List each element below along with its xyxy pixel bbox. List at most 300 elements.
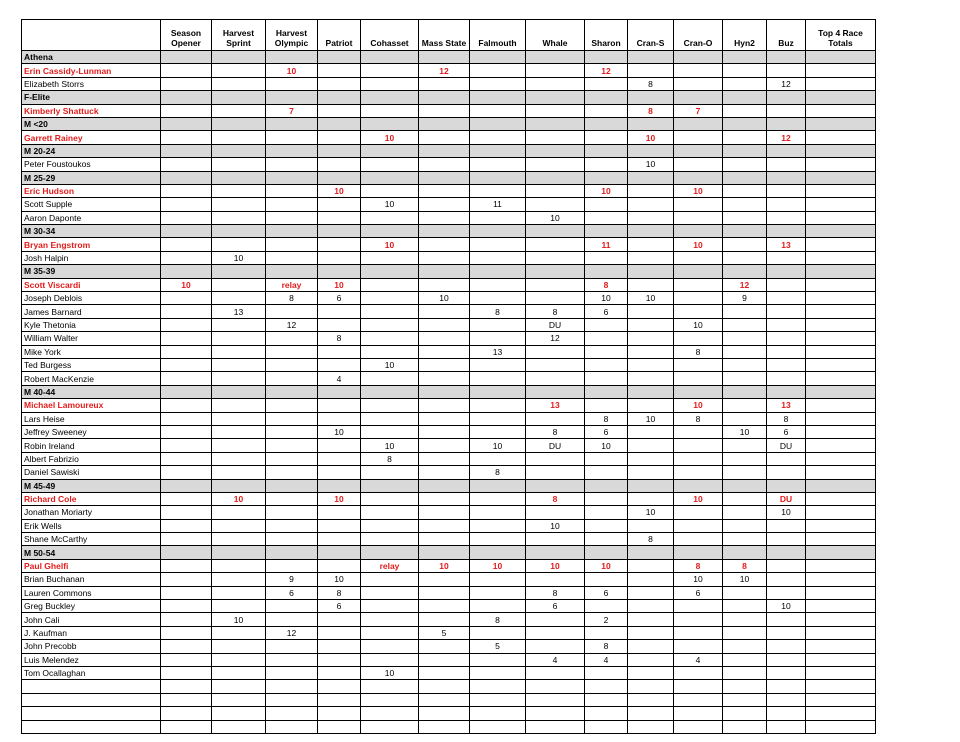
table-cell [470, 385, 526, 398]
race-score-cell [212, 666, 266, 679]
athlete-name: William Walter [22, 332, 161, 345]
table-cell [266, 117, 318, 130]
race-score-cell [318, 533, 361, 546]
race-score-cell [806, 452, 876, 465]
race-score-cell [723, 412, 767, 425]
race-score-cell: DU [526, 318, 585, 331]
race-score-cell [161, 533, 212, 546]
race-score-cell [470, 184, 526, 197]
race-score-cell [419, 358, 470, 371]
race-score-cell [628, 64, 674, 77]
race-score-cell: 10 [674, 492, 723, 505]
table-cell [266, 51, 318, 64]
athlete-name: Scott Supple [22, 198, 161, 211]
race-score-cell: 8 [526, 425, 585, 438]
race-score-cell [806, 104, 876, 117]
race-score-cell [266, 332, 318, 345]
race-score-cell [767, 586, 806, 599]
race-score-cell [266, 559, 318, 572]
race-score-cell [806, 425, 876, 438]
race-score-cell [419, 439, 470, 452]
race-score-cell: 6 [674, 586, 723, 599]
table-cell [628, 680, 674, 693]
race-score-cell [318, 211, 361, 224]
table-cell [806, 144, 876, 157]
table-cell [628, 171, 674, 184]
race-score-cell [674, 506, 723, 519]
race-score-cell [318, 626, 361, 639]
race-score-cell [212, 345, 266, 358]
race-score-cell [212, 64, 266, 77]
race-score-cell [723, 64, 767, 77]
race-score-cell [526, 278, 585, 291]
race-score-cell [767, 332, 806, 345]
column-header-falmouth: Falmouth [470, 20, 526, 51]
column-header-top4-totals: Top 4 Race Totals [806, 20, 876, 51]
race-score-cell: 10 [361, 358, 419, 371]
race-score-cell: 10 [674, 184, 723, 197]
race-score-cell: 6 [585, 305, 628, 318]
race-score-cell [767, 358, 806, 371]
table-cell [318, 144, 361, 157]
race-score-cell: 10 [361, 238, 419, 251]
race-score-cell [806, 358, 876, 371]
race-score-cell: 8 [526, 492, 585, 505]
race-score-cell [318, 238, 361, 251]
race-score-cell [361, 158, 419, 171]
race-score-cell [419, 492, 470, 505]
race-score-cell: 11 [470, 198, 526, 211]
race-score-cell: 8 [470, 613, 526, 626]
table-cell [806, 117, 876, 130]
race-score-cell [470, 492, 526, 505]
race-score-cell [585, 533, 628, 546]
race-score-cell [585, 345, 628, 358]
race-score-cell [767, 305, 806, 318]
race-score-cell [526, 251, 585, 264]
race-score-cell [470, 158, 526, 171]
race-score-cell [419, 198, 470, 211]
race-score-cell [470, 318, 526, 331]
race-score-cell [628, 372, 674, 385]
race-score-cell [723, 600, 767, 613]
table-cell [266, 693, 318, 706]
race-score-cell [723, 519, 767, 532]
race-score-cell [723, 492, 767, 505]
race-score-cell [318, 131, 361, 144]
table-cell [674, 265, 723, 278]
race-score-cell [806, 64, 876, 77]
race-score-cell: 10 [674, 399, 723, 412]
table-cell [585, 51, 628, 64]
race-score-cell [674, 278, 723, 291]
race-score-cell [361, 77, 419, 90]
race-score-cell [318, 439, 361, 452]
race-score-cell [266, 519, 318, 532]
table-cell [767, 680, 806, 693]
race-score-cell [419, 586, 470, 599]
race-score-cell [585, 332, 628, 345]
race-score-cell [806, 439, 876, 452]
race-score-cell: 6 [585, 425, 628, 438]
race-score-cell [806, 211, 876, 224]
race-score-cell [806, 466, 876, 479]
table-cell [585, 680, 628, 693]
race-score-cell: 10 [361, 666, 419, 679]
race-score-cell [318, 158, 361, 171]
table-cell [674, 546, 723, 559]
table-cell [767, 720, 806, 733]
race-score-cell: 10 [767, 600, 806, 613]
table-cell [419, 693, 470, 706]
race-score-cell [806, 305, 876, 318]
table-cell [585, 707, 628, 720]
table-cell [674, 225, 723, 238]
race-score-cell [806, 198, 876, 211]
athlete-row [22, 332, 876, 345]
table-cell [628, 117, 674, 130]
race-score-cell [266, 666, 318, 679]
race-score-cell [361, 278, 419, 291]
athlete-name: Shane McCarthy [22, 533, 161, 546]
table-cell [585, 693, 628, 706]
table-cell [723, 479, 767, 492]
race-score-cell: 6 [266, 586, 318, 599]
race-score-cell [585, 506, 628, 519]
race-score-cell [674, 305, 723, 318]
race-score-cell: 8 [628, 77, 674, 90]
table-cell [361, 693, 419, 706]
race-score-cell [161, 439, 212, 452]
race-score-cell [723, 305, 767, 318]
leader-row [22, 559, 876, 572]
race-score-cell [585, 666, 628, 679]
race-score-cell [361, 211, 419, 224]
table-cell [266, 385, 318, 398]
table-cell [674, 680, 723, 693]
table-cell [723, 225, 767, 238]
race-score-cell: 10 [628, 506, 674, 519]
race-score-cell [161, 573, 212, 586]
table-cell [212, 720, 266, 733]
race-score-cell [674, 466, 723, 479]
race-score-cell: 10 [723, 573, 767, 586]
race-score-cell [361, 332, 419, 345]
race-score-cell: 10 [212, 492, 266, 505]
athlete-name: Daniel Sawiski [22, 466, 161, 479]
race-score-cell [526, 613, 585, 626]
table-cell [161, 225, 212, 238]
race-score-cell [419, 318, 470, 331]
race-score-cell [212, 278, 266, 291]
table-cell [470, 479, 526, 492]
race-score-cell: 10 [361, 131, 419, 144]
race-score-cell [723, 345, 767, 358]
race-score-cell [767, 640, 806, 653]
table-cell [318, 225, 361, 238]
table-cell [161, 546, 212, 559]
race-score-cell: 8 [723, 559, 767, 572]
athlete-name: J. Kaufman [22, 626, 161, 639]
category-row [22, 171, 876, 184]
table-cell [470, 707, 526, 720]
table-cell [723, 51, 767, 64]
race-score-cell [806, 238, 876, 251]
race-score-cell [585, 198, 628, 211]
race-score-cell [361, 318, 419, 331]
table-cell [628, 225, 674, 238]
race-score-cell [723, 104, 767, 117]
race-score-cell [161, 466, 212, 479]
race-score-cell: 10 [526, 211, 585, 224]
race-score-cell [266, 358, 318, 371]
race-score-cell [526, 345, 585, 358]
table-cell [526, 479, 585, 492]
race-score-cell [266, 238, 318, 251]
race-score-cell [266, 211, 318, 224]
table-cell [161, 144, 212, 157]
race-score-cell [628, 305, 674, 318]
race-score-cell [161, 131, 212, 144]
race-score-cell [470, 77, 526, 90]
race-score-cell [266, 492, 318, 505]
athlete-name: Tom Ocallaghan [22, 666, 161, 679]
race-score-cell [767, 104, 806, 117]
table-cell [674, 707, 723, 720]
race-score-cell [585, 251, 628, 264]
race-score-cell: 12 [419, 64, 470, 77]
race-score-cell [628, 586, 674, 599]
race-score-cell [526, 238, 585, 251]
race-score-cell [212, 184, 266, 197]
race-score-cell [767, 278, 806, 291]
race-score-cell [266, 600, 318, 613]
table-cell [526, 546, 585, 559]
race-score-cell [266, 399, 318, 412]
race-score-cell: 11 [585, 238, 628, 251]
race-score-cell [318, 613, 361, 626]
table-cell [628, 385, 674, 398]
race-score-cell [266, 184, 318, 197]
table-cell [526, 51, 585, 64]
table-cell [585, 225, 628, 238]
race-score-cell [674, 64, 723, 77]
race-score-cell [161, 158, 212, 171]
race-score-cell [585, 399, 628, 412]
race-score-cell [361, 626, 419, 639]
race-score-cell [806, 573, 876, 586]
column-header-hyn2: Hyn2 [723, 20, 767, 51]
table-cell [212, 385, 266, 398]
category-row [22, 479, 876, 492]
race-score-cell [212, 77, 266, 90]
table-cell [526, 171, 585, 184]
race-score-cell [585, 600, 628, 613]
race-score-cell [806, 666, 876, 679]
table-cell [806, 479, 876, 492]
race-score-cell [806, 600, 876, 613]
table-cell [361, 546, 419, 559]
race-score-cell [419, 372, 470, 385]
table-cell [628, 265, 674, 278]
athlete-name: John Cali [22, 613, 161, 626]
race-score-cell [161, 613, 212, 626]
race-score-cell [212, 358, 266, 371]
athlete-name: Kyle Thetonia [22, 318, 161, 331]
table-cell [419, 385, 470, 398]
table-cell [767, 171, 806, 184]
race-score-cell [723, 318, 767, 331]
athlete-name: Albert Fabrizio [22, 452, 161, 465]
table-cell [212, 265, 266, 278]
race-score-cell [723, 653, 767, 666]
race-score-cell: 4 [526, 653, 585, 666]
column-header-cohasset: Cohasset [361, 20, 419, 51]
table-cell [767, 51, 806, 64]
empty-row [22, 680, 876, 693]
table-cell [628, 51, 674, 64]
category-row [22, 144, 876, 157]
category-label: M 20-24 [22, 144, 161, 157]
race-score-cell [266, 372, 318, 385]
race-score-cell [318, 251, 361, 264]
table-cell [419, 680, 470, 693]
table-cell [318, 171, 361, 184]
race-score-cell [419, 506, 470, 519]
table-cell [318, 707, 361, 720]
leader-row [22, 184, 876, 197]
table-cell [585, 91, 628, 104]
race-score-cell: 10 [628, 412, 674, 425]
race-score-cell [806, 292, 876, 305]
race-score-cell [318, 559, 361, 572]
leader-row [22, 238, 876, 251]
race-score-cell [470, 332, 526, 345]
race-score-cell: 10 [266, 64, 318, 77]
table-cell [585, 117, 628, 130]
table-cell [419, 117, 470, 130]
athlete-name: Garrett Rainey [22, 131, 161, 144]
race-score-cell [419, 466, 470, 479]
race-score-cell [585, 452, 628, 465]
table-cell [526, 225, 585, 238]
race-score-cell [318, 104, 361, 117]
table-cell [723, 117, 767, 130]
race-score-cell [266, 439, 318, 452]
race-score-cell [628, 439, 674, 452]
race-score-cell [767, 573, 806, 586]
race-score-cell [723, 533, 767, 546]
race-score-cell [361, 653, 419, 666]
race-score-cell: 10 [470, 439, 526, 452]
column-header-whale: Whale [526, 20, 585, 51]
race-score-cell: 13 [212, 305, 266, 318]
table-cell [585, 479, 628, 492]
race-score-cell [266, 345, 318, 358]
race-score-cell [161, 251, 212, 264]
race-score-cell: 10 [628, 158, 674, 171]
race-score-cell: 8 [628, 104, 674, 117]
athlete-name: Erik Wells [22, 519, 161, 532]
table-cell [674, 117, 723, 130]
race-score-cell: 6 [767, 425, 806, 438]
race-score-cell [212, 238, 266, 251]
athlete-name: Paul Ghelfi [22, 559, 161, 572]
race-score-cell [212, 573, 266, 586]
race-score-cell [318, 640, 361, 653]
race-score-cell: 10 [585, 292, 628, 305]
race-score-cell [361, 412, 419, 425]
table-cell [318, 385, 361, 398]
table-cell [22, 693, 161, 706]
table-cell [723, 720, 767, 733]
table-cell [628, 693, 674, 706]
table-cell [361, 720, 419, 733]
race-score-cell [419, 653, 470, 666]
race-score-cell: 10 [674, 238, 723, 251]
race-score-cell [419, 184, 470, 197]
table-cell [419, 225, 470, 238]
race-score-cell [266, 653, 318, 666]
athlete-row [22, 412, 876, 425]
race-score-cell: 8 [674, 559, 723, 572]
table-cell [266, 171, 318, 184]
athlete-name: Kimberly Shattuck [22, 104, 161, 117]
athlete-name: Richard Cole [22, 492, 161, 505]
race-score-cell [767, 613, 806, 626]
race-score-cell: relay [266, 278, 318, 291]
table-cell [419, 707, 470, 720]
category-row [22, 546, 876, 559]
athlete-name: Joseph Deblois [22, 292, 161, 305]
race-score-cell [161, 358, 212, 371]
race-score-cell [470, 533, 526, 546]
column-header-cran-o: Cran-O [674, 20, 723, 51]
athlete-name: John Precobb [22, 640, 161, 653]
race-score-cell: 2 [585, 613, 628, 626]
race-score-cell [318, 358, 361, 371]
race-score-cell [161, 559, 212, 572]
race-score-cell [806, 318, 876, 331]
category-label: M <20 [22, 117, 161, 130]
race-score-cell [361, 425, 419, 438]
race-score-cell: 9 [723, 292, 767, 305]
race-score-cell [212, 198, 266, 211]
race-score-cell [723, 184, 767, 197]
athlete-row [22, 439, 876, 452]
athlete-row [22, 573, 876, 586]
race-score-cell [318, 506, 361, 519]
race-score-cell [361, 345, 419, 358]
race-score-cell [526, 533, 585, 546]
table-cell [161, 171, 212, 184]
race-score-cell [212, 332, 266, 345]
race-score-cell [318, 412, 361, 425]
race-score-cell [212, 559, 266, 572]
race-score-cell [585, 466, 628, 479]
race-score-cell [767, 158, 806, 171]
leader-row [22, 492, 876, 505]
race-score-cell [212, 439, 266, 452]
race-score-cell [806, 412, 876, 425]
leader-row [22, 104, 876, 117]
category-label: M 40-44 [22, 385, 161, 398]
table-cell [585, 546, 628, 559]
race-score-cell [806, 519, 876, 532]
table-cell [628, 707, 674, 720]
race-score-cell [161, 198, 212, 211]
race-score-cell: 8 [361, 452, 419, 465]
